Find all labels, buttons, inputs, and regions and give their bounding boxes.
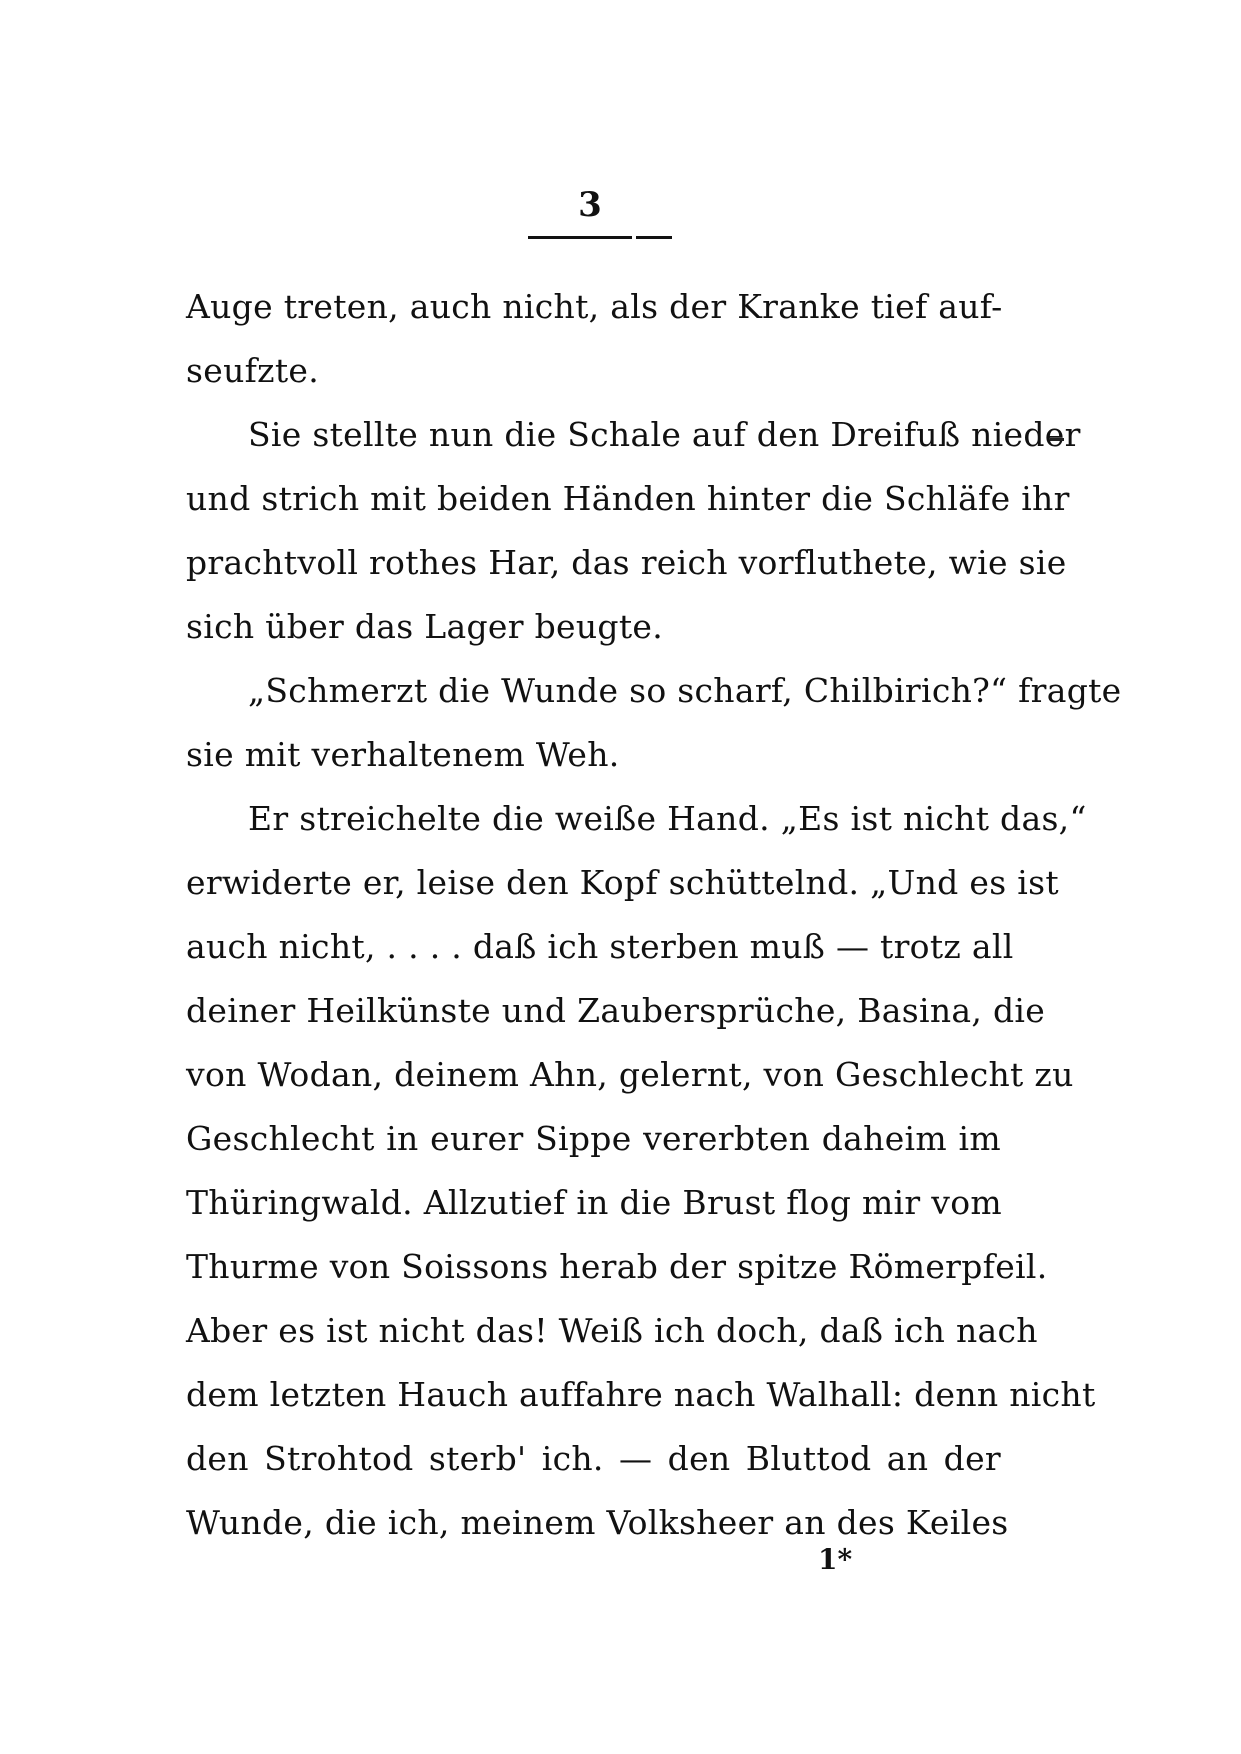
text-line: seufzte. xyxy=(186,351,319,390)
text-line: Er streichelte die weiße Hand. „Es ist nicht das,“ xyxy=(248,799,1087,838)
text-line: Aber es ist nicht das! Weiß ich doch, daß ich nach xyxy=(186,1311,1038,1350)
header-rule xyxy=(528,236,632,239)
text-line: den Strohtod sterb' ich. — den Bluttod an der xyxy=(186,1439,1001,1478)
text-line: und strich mit beiden Händen hinter die Schläfe ihr xyxy=(186,479,1070,518)
text-line: Thüringwald. Allzutief in die Brust flog mir vom xyxy=(186,1183,1002,1222)
text-block xyxy=(186,275,1122,1555)
text-line: deiner Heilkünste und Zaubersprüche, Basina, die xyxy=(186,991,1046,1030)
text-line: prachtvoll rothes Har, das reich vorfluthete, wie sie xyxy=(186,543,1067,582)
text-line: sie mit verhaltenem Weh. xyxy=(186,735,620,774)
text-line: Thurme von Soissons herab der spitze Römerpfeil. xyxy=(186,1247,1048,1286)
text-line: Wunde, die ich, meinem Volksheer an des Keiles xyxy=(186,1503,1009,1542)
text-line: Geschlecht in eurer Sippe vererbten daheim im xyxy=(186,1119,1001,1158)
text-line: sich über das Lager beugte. xyxy=(186,607,664,646)
text-line: dem letzten Hauch auffahre nach Walhall: denn nicht xyxy=(186,1375,1096,1414)
header-rule-short xyxy=(636,236,672,239)
page-number: 3 xyxy=(578,185,602,225)
text-line: auch nicht, . . . . daß ich sterben muß — trotz all xyxy=(186,927,1014,966)
text-line: „Schmerzt die Wunde so scharf, Chilbirich?“ fragte xyxy=(248,671,1122,710)
text-line: erwiderte er, leise den Kopf schüttelnd. „Und es ist xyxy=(186,863,1059,902)
text-line: von Wodan, deinem Ahn, gelernt, von Geschlecht zu xyxy=(186,1055,1074,1094)
text-line: Sie stellte nun die Schale auf den Dreifuß nieder xyxy=(248,415,1081,454)
text-line: Auge treten, auch nicht, als der Kranke tief auf- xyxy=(186,287,1003,326)
signature-mark: 1* xyxy=(818,1543,853,1576)
